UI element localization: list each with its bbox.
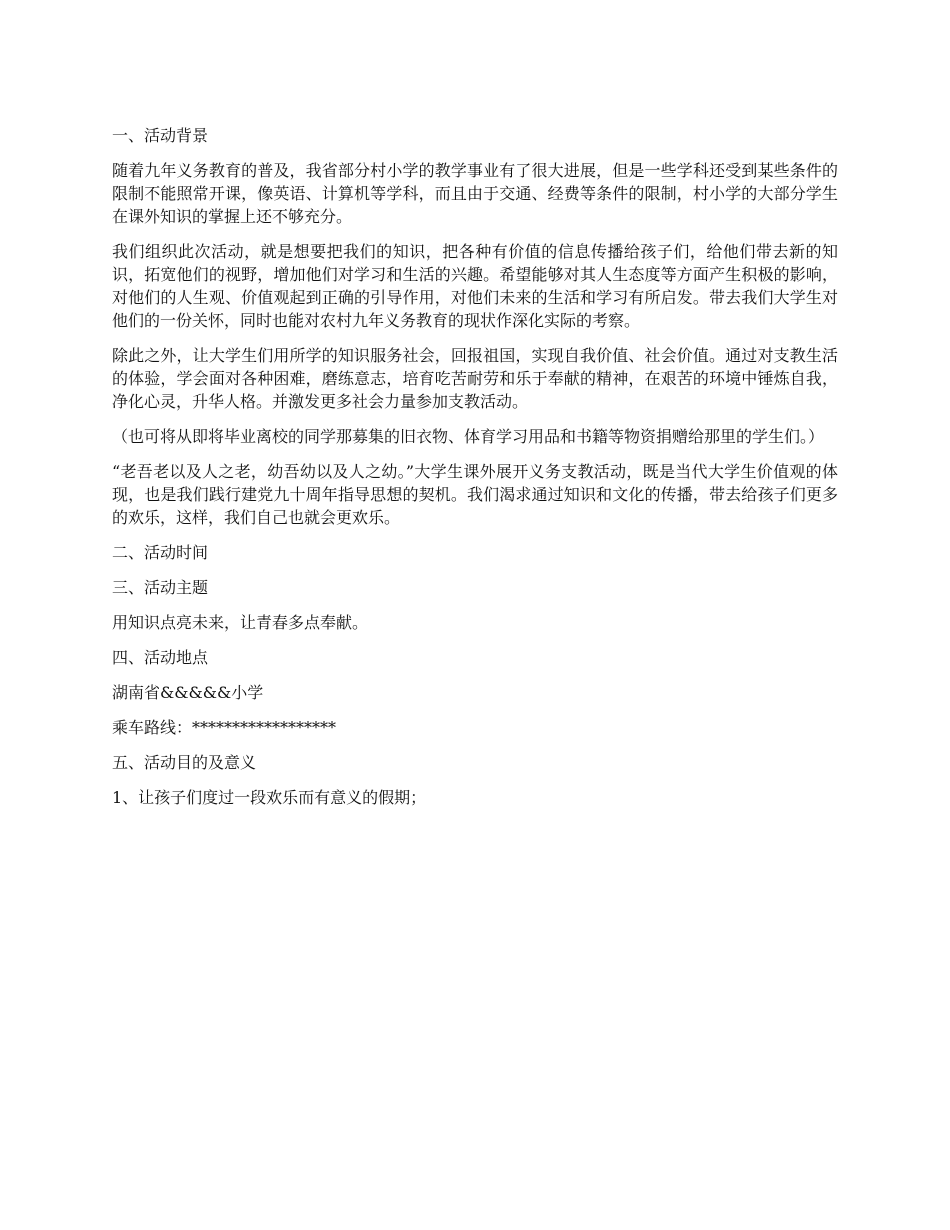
paragraph-purpose-1: 1、让孩子们度过一段欢乐而有意义的假期； — [112, 788, 427, 807]
section-heading-location: 四、活动地点 — [112, 648, 209, 667]
paragraph-background-1: 随着九年义务教育的普及，我省部分村小学的教学事业有了很大进展，但是一些学科还受到某些条件的限制不能照常开课，像英语、计算机等学科，而且由于交通、经费等条件的限制，村小学的大部分学生在课外知识的掌握上还不够充分。 — [112, 161, 838, 226]
document-body — [112, 124, 838, 821]
section-heading-theme: 三、活动主题 — [112, 578, 209, 597]
paragraph-theme: 用知识点亮未来，让青春多点奉献。 — [112, 613, 369, 632]
section-heading-purpose: 五、活动目的及意义 — [112, 753, 257, 772]
paragraph-location-route: 乘车路线：****************** — [112, 718, 337, 737]
section-heading-background: 一、活动背景 — [112, 126, 209, 145]
paragraph-background-2: 我们组织此次活动，就是想要把我们的知识，把各种有价值的信息传播给孩子们，给他们带去新的知识，拓宽他们的视野，增加他们对学习和生活的兴趣。希望能够对其人生态度等方面产生积极的影响，对他们的人生观、价值观起到正确的引导作用，对他们未来的生活和学习有所启发。带去我们大学生对他们的一份关怀，同时也能对农村九年义务教育的现状作深化实际的考察。 — [112, 242, 838, 330]
section-heading-time: 二、活动时间 — [112, 543, 209, 562]
paragraph-background-3: 除此之外，让大学生们用所学的知识服务社会，回报祖国，实现自我价值、社会价值。通过对支教生活的体验，学会面对各种困难，磨练意志，培育吃苦耐劳和乐于奉献的精神，在艰苦的环境中锤炼自我，净化心灵，升华人格。并激发更多社会力量参加支教活动。 — [112, 346, 838, 411]
paragraph-location-school: 湖南省&&&&&小学 — [112, 683, 264, 702]
paragraph-background-4: （也可将从即将毕业离校的同学那募集的旧衣物、体育学习用品和书籍等物资捐赠给那里的学生们。） — [112, 427, 825, 446]
paragraph-background-5: “老吾老以及人之老，幼吾幼以及人之幼。”大学生课外展开义务支教活动，既是当代大学生价值观的体现，也是我们践行建党九十周年指导思想的契机。我们渴求通过知识和文化的传播，带去给孩子们更多的欢乐，这样，我们自己也就会更欢乐。 — [112, 462, 838, 527]
